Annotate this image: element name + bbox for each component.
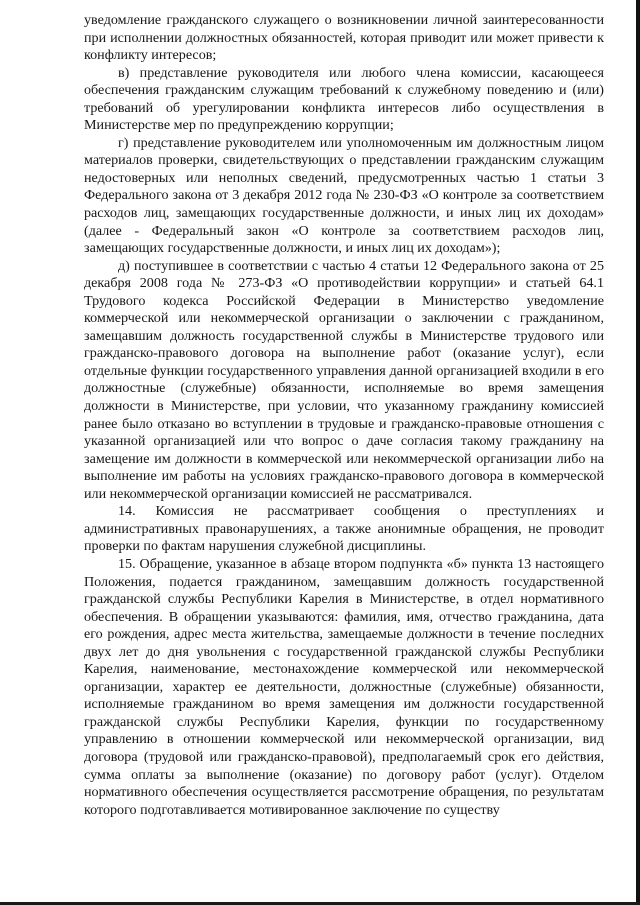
- paragraph-item-g: г) представление руководителем или уполномоченным им должностным лицом материалов проверки, свидетельствующих о представлении гражданским служащим недостоверных или неполных сведений, предусмотренных частью 1 статьи 3 Федерального закона от 3 декабря 2012 года № 230-ФЗ «О контроле за соответствием расходов лиц, замещающих государственные должности, и иных лиц их доходам» (далее - Федеральный закон «О контроле за соответствием расходов лиц, замещающих государственные должности, и иных лиц их доходам»);: [84, 134, 604, 257]
- document-body: [84, 12, 604, 819]
- scan-edge-right: [636, 0, 640, 905]
- paragraph-point-15: 15. Обращение, указанное в абзаце втором подпункта «б» пункта 13 настоящего Положения, подается гражданином, замещавшим должность государственной гражданской службы Республики Карелия в Министерстве, в отдел нормативного обеспечения. В обращении указываются: фамилия, имя, отчество гражданина, дата его рождения, адрес места жительства, замещаемые должности в течение последних двух лет до дня увольнения с государственной гражданской службы Республики Карелия, наименование, местонахождение коммерческой или некоммерческой организации, характер ее деятельности, должностные (служебные) обязанности, исполняемые гражданином во время замещения им должности государственной гражданской службы Республики Карелия, функции по государственному управлению в отношении коммерческой или некоммерческой организации, вид договора (трудовой или гражданско-правовой), предполагаемый срок его действия, сумма оплаты за выполнение (оказание) по договору работ (услуг). Отделом нормативного обеспечения осуществляется рассмотрение обращения, по результатам которого подготавливается мотивированное заключение по существу: [84, 555, 604, 818]
- paragraph-continuation: уведомление гражданского служащего о возникновении личной заинтересованности при исполнении должностных обязанностей, которая приводит или может привести к конфликту интересов;: [84, 12, 604, 64]
- paragraph-point-14: 14. Комиссия не рассматривает сообщения о преступлениях и административных правонарушениях, а также анонимные обращения, не проводит проверки по фактам нарушения служебной дисциплины.: [84, 503, 604, 555]
- paragraph-item-d: д) поступившее в соответствии с частью 4 статьи 12 Федерального закона от 25 декабря 2008 года № 273-ФЗ «О противодействии коррупции» и статьей 64.1 Трудового кодекса Российской Федерации в Министерство уведомление коммерческой или некоммерческой организации о заключении с гражданином, замещавшим должность государственной службы в Министерстве трудового или гражданско-правового договора на выполнение работ (оказание услуг), если отдельные функции государственного управления данной организацией входили в его должностные (служебные) обязанности, исполняемые во время замещения должности в Министерстве, при условии, что указанному гражданину комиссией ранее было отказано во вступлении в трудовые и гражданско-правовые отношения с указанной организацией или что вопрос о даче согласия такому гражданину на замещение им должности в коммерческой или некоммерческой организации либо на выполнение им работы на условиях гражданско-правового договора в коммерческой или некоммерческой организации комиссией не рассматривался.: [84, 257, 604, 502]
- paragraph-item-v: в) представление руководителя или любого члена комиссии, касающееся обеспечения гражданским служащим требований к служебному поведению и (или) требований об урегулировании конфликта интересов либо осуществления в Министерстве мер по предупреждению коррупции;: [84, 64, 604, 134]
